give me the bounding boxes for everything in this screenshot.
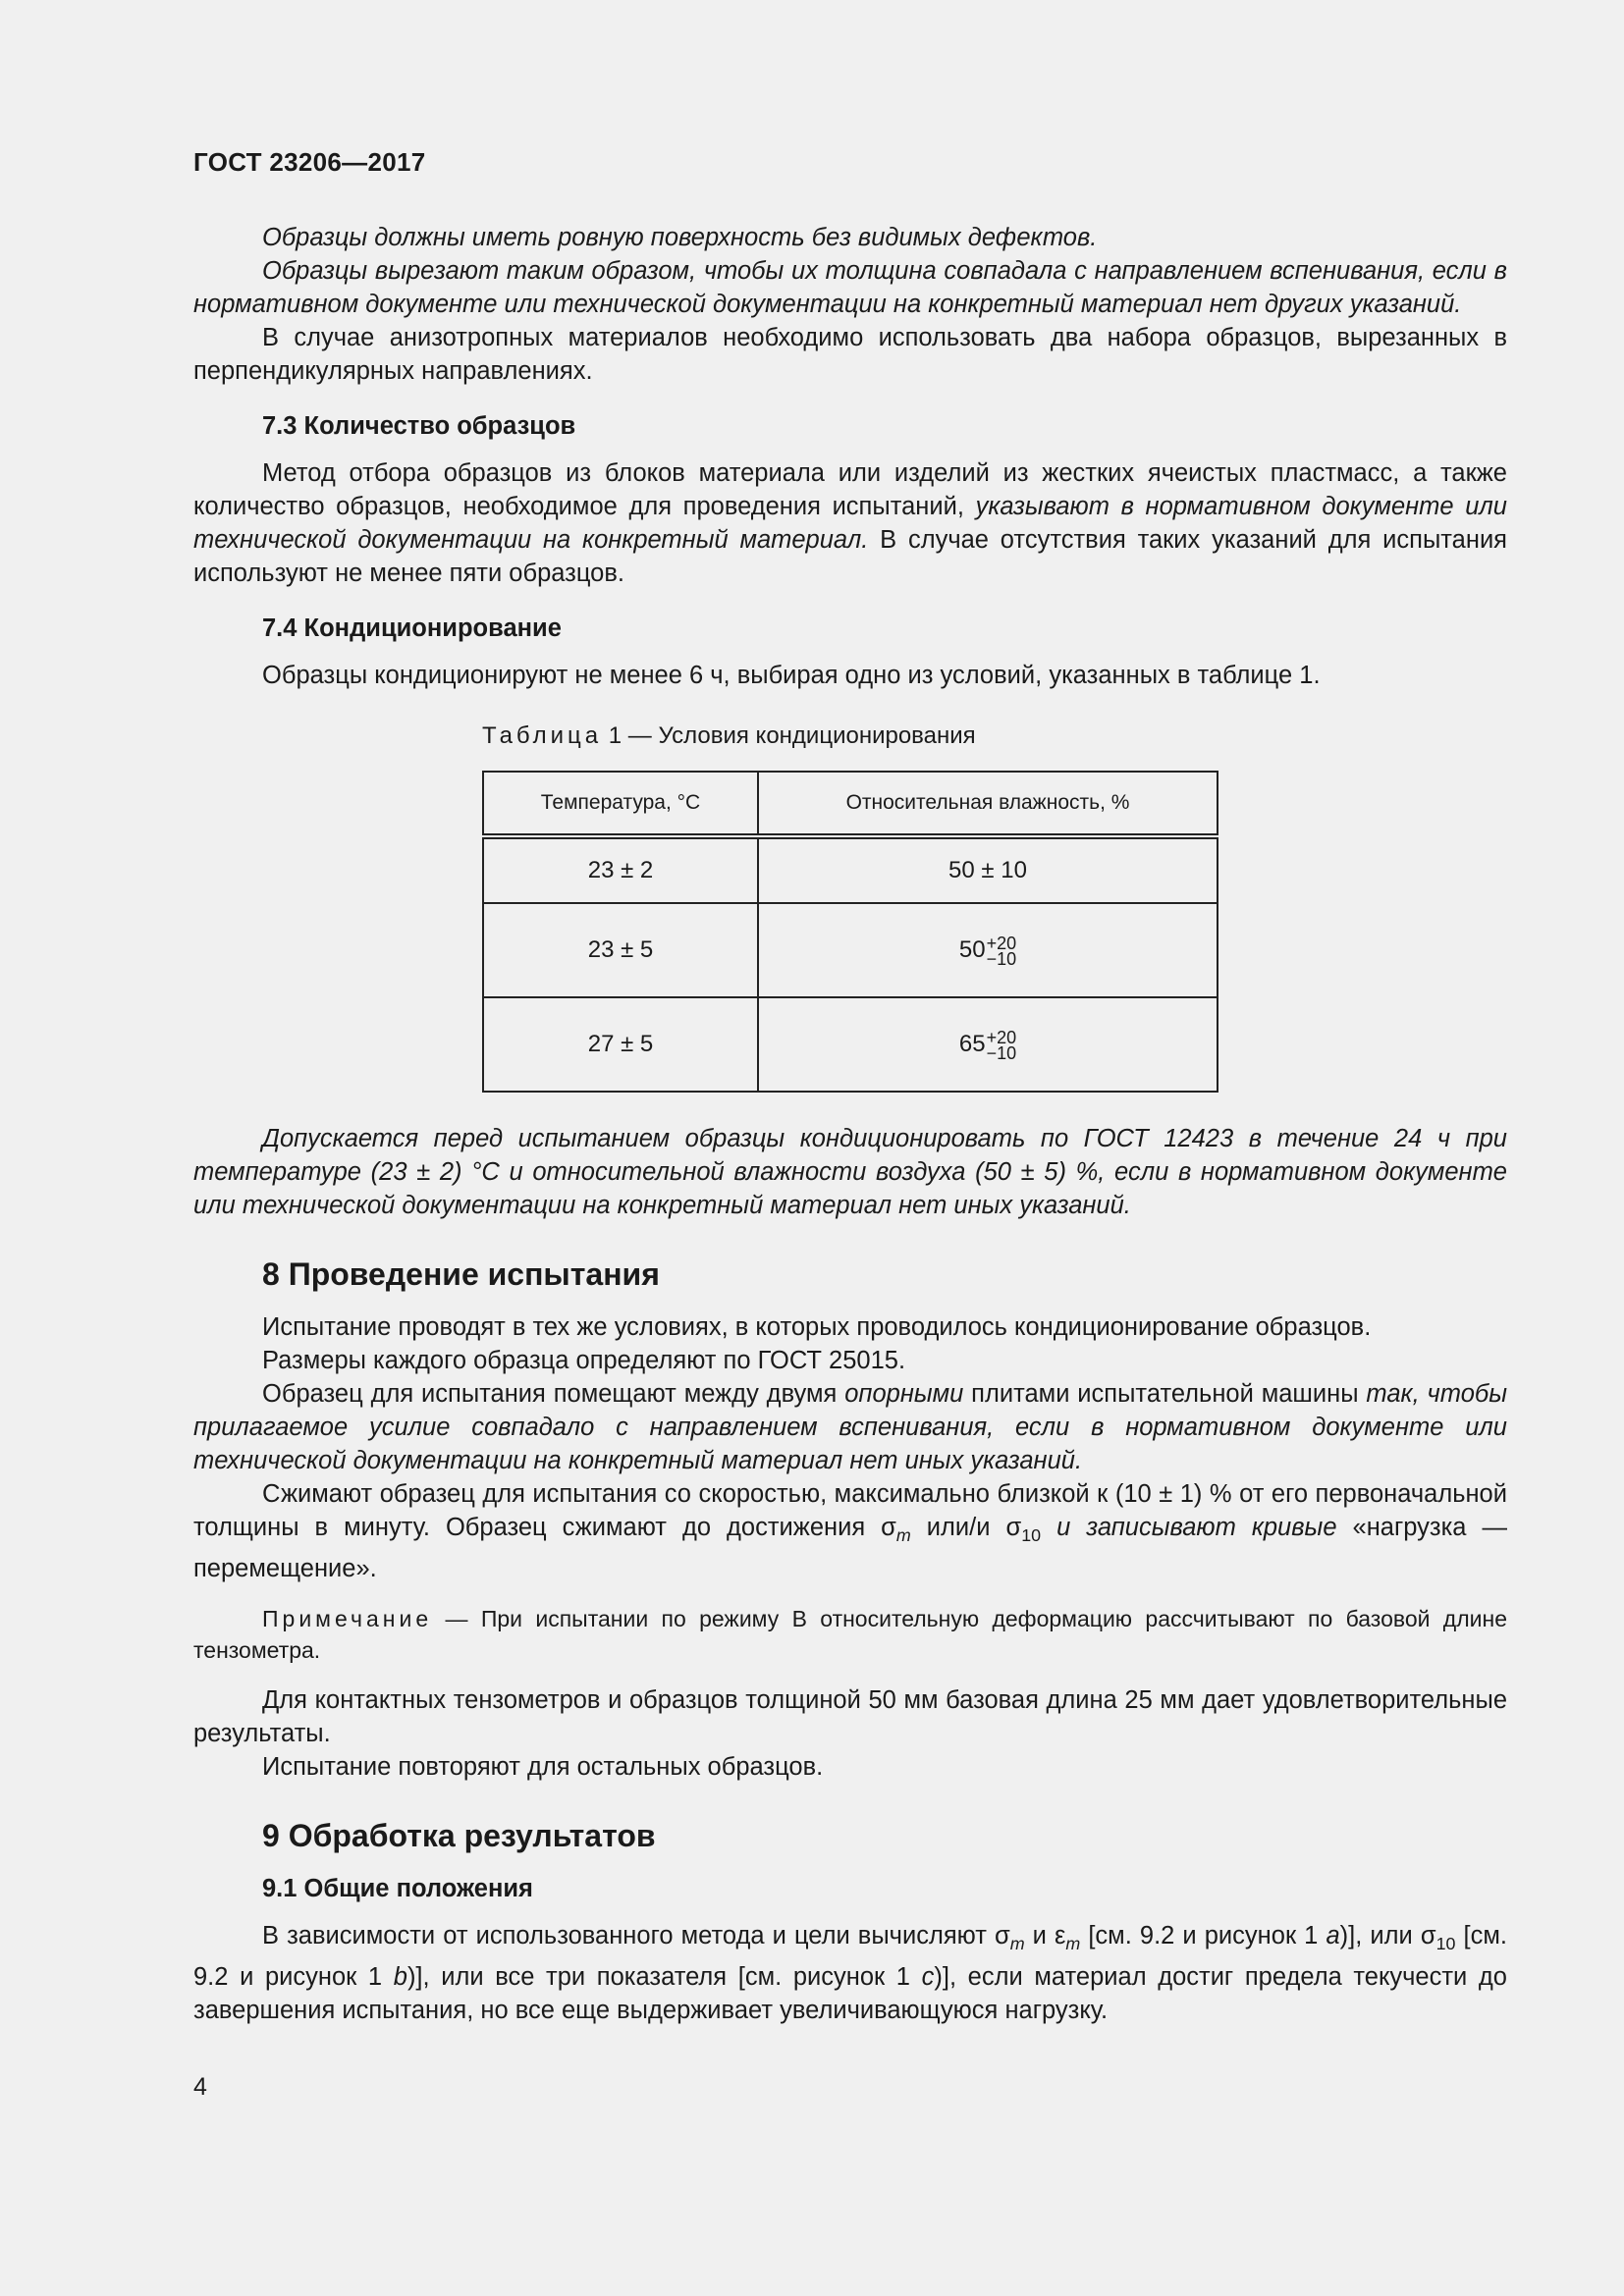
section-8-p2: Размеры каждого образца определяют по ГОСТ 25015. — [262, 1347, 906, 1374]
tolerance: +20 −10 — [986, 933, 1017, 969]
conditioning-table — [482, 771, 1218, 1093]
section-7-4-text: Образцы кондиционируют не менее 6 ч, выбирая одно из условий, указанных в таблице 1. — [262, 662, 1321, 689]
note: Примечание — При испытании по режиму В относительную деформацию рассчитывают по базовой длине тензометра. — [193, 1606, 1507, 1664]
section-9-1-text: В зависимости от использованного метода и цели вычисляют $\sigma_m$ и $\varepsilon_m$ [см. 9.2 и рисунок 1 a)], или $\sigma_{10}$ [см. 9.2 и рисунок 1 b)], или все три показателя [см. рисунок 1 c)], если материал достиг предела текучести до завершения испытания, но все еще выдерживает увеличивающуюся нагрузку. — [193, 1922, 1507, 2025]
table-cell-humidity: 50 +20 −10 — [758, 903, 1218, 997]
section-8-p5: Для контактных тензометров и образцов толщиной 50 мм базовая длина 25 мм дает удовлетворительные результаты. — [193, 1686, 1507, 1748]
table-cell-humidity: 65 +20 −10 — [758, 997, 1218, 1092]
document-header: ГОСТ 23206—2017 — [193, 147, 426, 177]
section-8-p4: Сжимают образец для испытания со скоростью, максимально близкой к (10 ± 1) % от его первоначальной толщины в минуту. Образец сжимают до достижения $\sigma_m$ или/и $\sigma_{10}$ и записывают кривые «нагрузка — перемещение». — [193, 1480, 1507, 1583]
table-caption: Таблица 1 — Условия кондиционирования — [482, 722, 976, 749]
table-header-temperature: Температура, °С — [483, 772, 758, 836]
table-row — [483, 836, 1218, 903]
section-8-p3: Образец для испытания помещают между двумя опорными плитами испытательной машины так, чтобы прилагаемое усилие совпадало с направлением вспенивания, если в нормативном документе или технической документации на конкретный материал нет иных указаний. — [193, 1380, 1507, 1474]
paragraph-cutting: Образцы вырезают таким образом, чтобы их толщина совпадала с направлением вспенивания, если в нормативном документе или технической документации на конкретный материал нет других указаний. — [193, 257, 1507, 318]
paragraph-surface: Образцы должны иметь ровную поверхность без видимых дефектов. — [262, 224, 1098, 251]
table-row — [483, 903, 1218, 997]
paragraph-anisotropic: В случае анизотропных материалов необходимо использовать два набора образцов, вырезанных в перпендикулярных направлениях. — [193, 324, 1507, 385]
page-content — [193, 221, 1507, 2027]
table-row — [483, 997, 1218, 1092]
section-8-p1: Испытание проводят в тех же условиях, в которых проводилось кондиционирование образцов. — [262, 1313, 1372, 1341]
section-7-4-title: 7.4 Кондиционирование — [262, 614, 562, 642]
section-7-3-text: Метод отбора образцов из блоков материала или изделий из жестких ячеистых пластмасс, а также количество образцов, необходимое для проведения испытаний, указывают в нормативном документе или технической документации на конкретный материал. В случае отсутствия таких указаний для испытания используют не менее пяти образцов. — [193, 459, 1507, 587]
table-cell-humidity: 50 ± 10 — [758, 836, 1218, 903]
section-8-p6: Испытание повторяют для остальных образцов. — [262, 1753, 824, 1782]
section-7-3-title: 7.3 Количество образцов — [262, 412, 576, 440]
table-header-humidity: Относительная влажность, % — [758, 772, 1218, 836]
table-cell-temperature: 27 ± 5 — [483, 997, 758, 1092]
table-cell-temperature: 23 ± 5 — [483, 903, 758, 997]
table-header-row — [483, 772, 1218, 836]
page-number: 4 — [193, 2073, 207, 2101]
section-9-title: 9 Обработка результатов — [262, 1818, 656, 1854]
section-8-title: 8 Проведение испытания — [262, 1256, 660, 1292]
tolerance: +20 −10 — [986, 1027, 1017, 1063]
table-cell-temperature: 23 ± 2 — [483, 836, 758, 903]
paragraph-after-table: Допускается перед испытанием образцы кондиционировать по ГОСТ 12423 в течение 24 ч при температуре (23 ± 2) °С и относительной влажности воздуха (50 ± 5) %, если в нормативном документе или технической документации на конкретный материал нет иных указаний. — [193, 1125, 1507, 1219]
section-9-1-title: 9.1 Общие положения — [262, 1875, 533, 1903]
